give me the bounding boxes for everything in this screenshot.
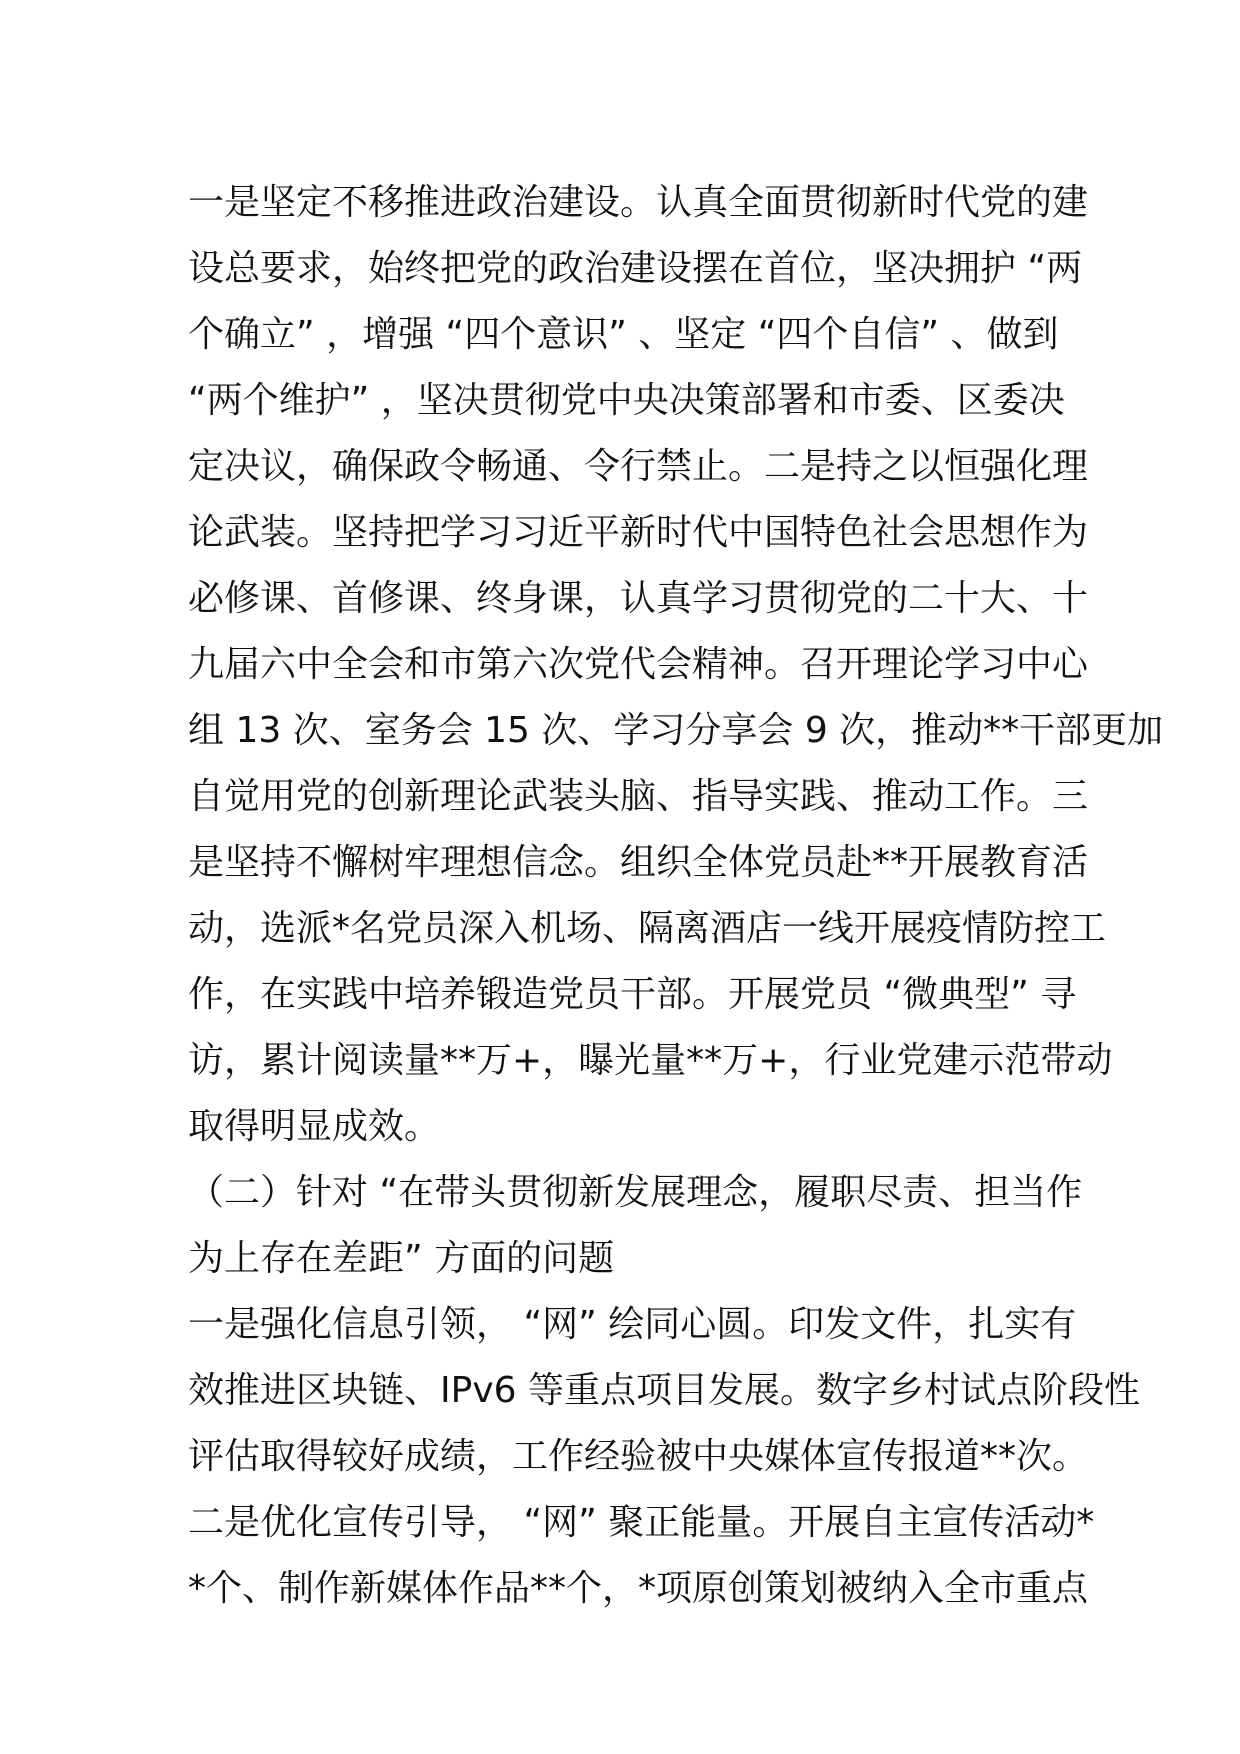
text-line: “两个维护” ，坚决贯彻党中央决策部署和市委、区委决 (188, 380, 1065, 421)
text-line: 作，在实践中培养锻造党员干部。开展党员 “微典型” 寻 (188, 974, 1077, 1015)
text-line: 组 13 次、室务会 15 次、学习分享会 9 次，推动**干部更加 (188, 710, 1164, 751)
text-line: 定决议，确保政令畅通、令行禁止。二是持之以恒强化理 (188, 446, 1089, 487)
text-line: 必修课、首修课、终身课，认真学习贯彻党的二十大、十 (188, 578, 1089, 619)
text-line: 动，选派*名党员深入机场、隔离酒店一线开展疫情防控工 (188, 908, 1107, 949)
section-heading-line: （二）针对 “在带头贯彻新发展理念，履职尽责、担当作 (188, 1172, 1083, 1213)
text-line: *个、制作新媒体作品**个，*项原创策划被纳入全市重点 (188, 1568, 1089, 1609)
text-line: 一是坚定不移推进政治建设。认真全面贯彻新时代党的建 (188, 182, 1089, 223)
text-line: 评估取得较好成绩，工作经验被中央媒体宣传报道**次。 (188, 1436, 1089, 1477)
text-line: 个确立” ，增强 “四个意识” 、坚定 “四个自信” 、做到 (188, 314, 1059, 355)
section-heading-line: 为上存在差距” 方面的问题 (188, 1238, 615, 1279)
text-line: 一是强化信息引领， “网” 绘同心圆。印发文件，扎实有 (188, 1304, 1077, 1345)
text-line: 自觉用党的创新理论武装头脑、指导实践、推动工作。三 (188, 776, 1089, 817)
text-line: 是坚持不懈树牢理想信念。组织全体党员赴**开展教育活 (188, 842, 1089, 883)
text-line: 取得明显成效。 (188, 1106, 441, 1147)
text-line: 效推进区块链、IPv6 等重点项目发展。数字乡村试点阶段性 (188, 1370, 1140, 1411)
text-line: 二是优化宣传引导， “网” 聚正能量。开展自主宣传活动* (188, 1502, 1095, 1543)
text-line: 设总要求，始终把党的政治建设摆在首位，坚决拥护 “两 (188, 248, 1083, 289)
document-body (188, 170, 1164, 1622)
text-line: 论武装。坚持把学习习近平新时代中国特色社会思想作为 (188, 512, 1089, 553)
text-line: 九届六中全会和市第六次党代会精神。召开理论学习中心 (188, 644, 1089, 685)
text-line: 访，累计阅读量**万+，曝光量**万+，行业党建示范带动 (188, 1040, 1113, 1081)
